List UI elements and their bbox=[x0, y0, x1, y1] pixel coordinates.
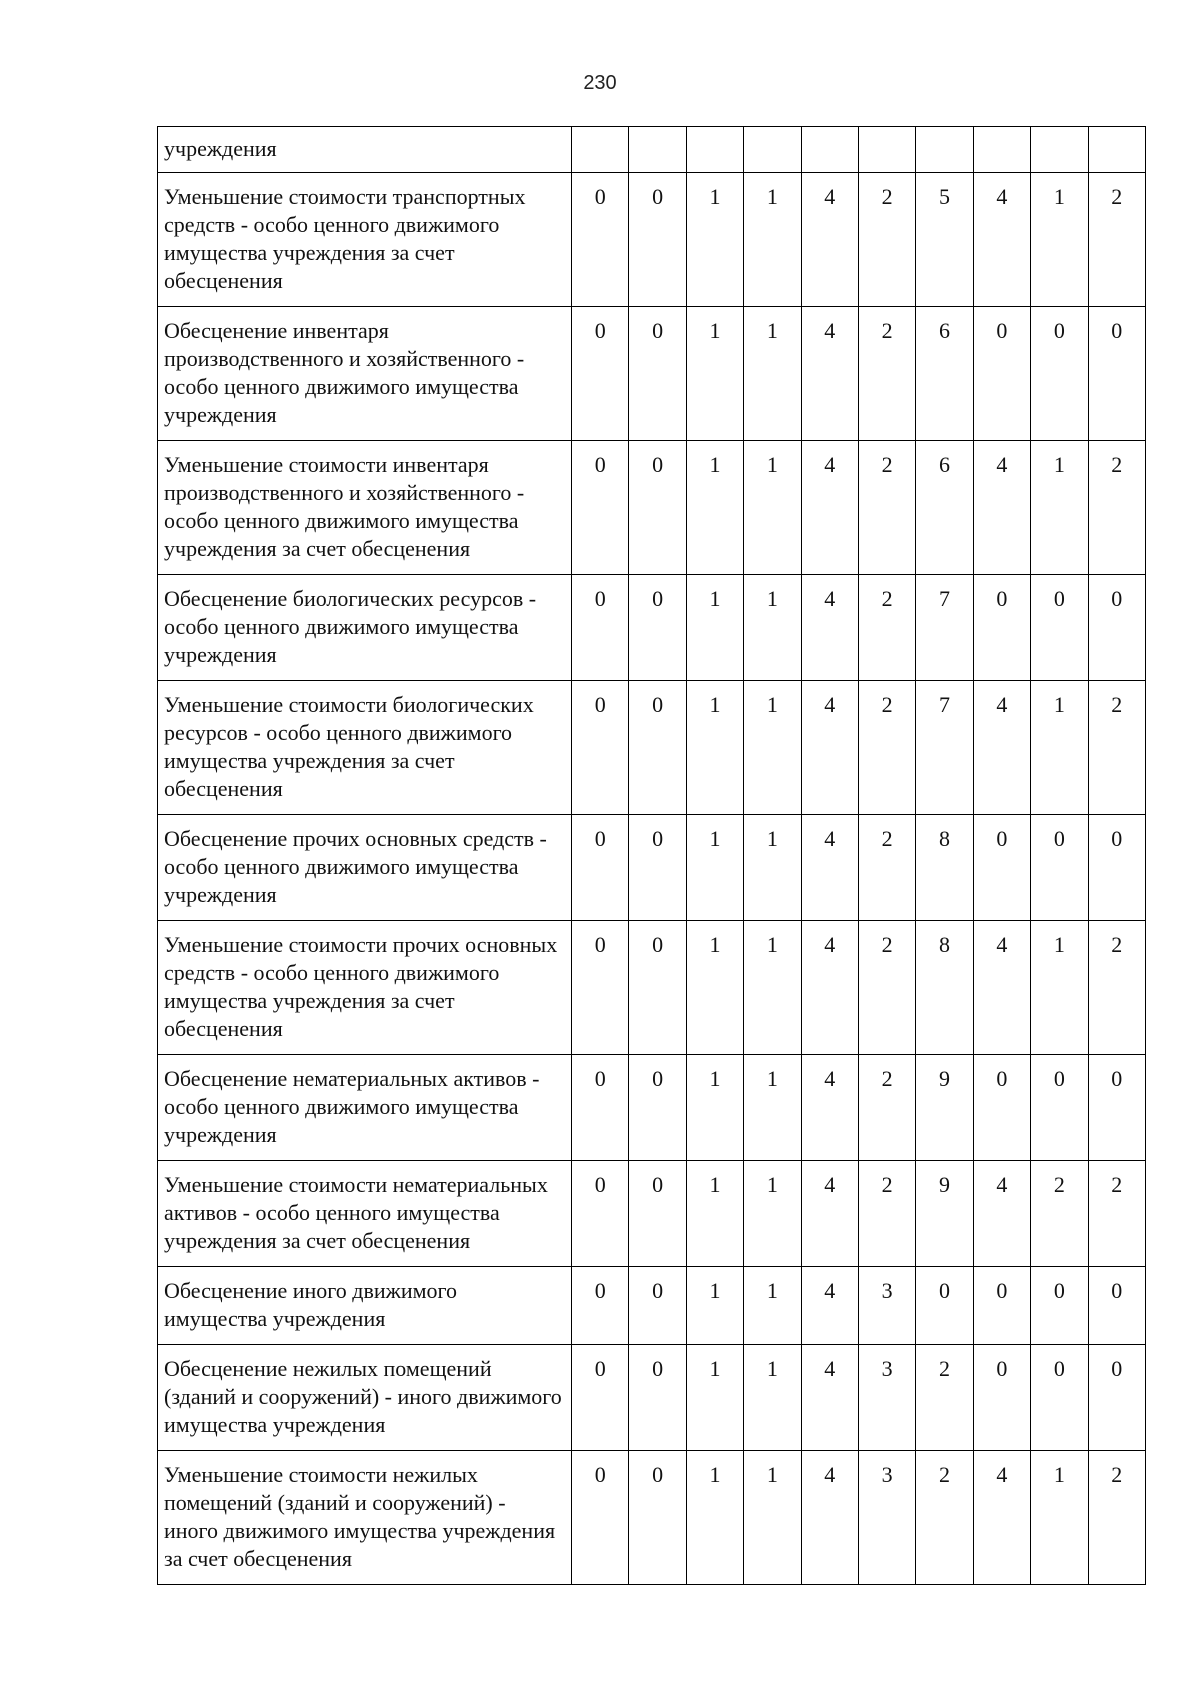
code-digit-cell: 2 bbox=[1088, 921, 1145, 1055]
code-digit-cell: 0 bbox=[572, 1055, 629, 1161]
code-digit-cell: 1 bbox=[744, 815, 801, 921]
code-digit-cell: 0 bbox=[1088, 1055, 1145, 1161]
code-digit-cell: 1 bbox=[686, 1055, 743, 1161]
code-digit-cell: 4 bbox=[801, 1161, 858, 1267]
code-digit-cell: 9 bbox=[916, 1055, 973, 1161]
code-digit-cell: 0 bbox=[629, 1055, 686, 1161]
code-digit-cell: 0 bbox=[1031, 815, 1088, 921]
code-digit-cell: 0 bbox=[973, 1267, 1030, 1345]
code-digit-cell: 4 bbox=[973, 921, 1030, 1055]
code-digit-cell: 0 bbox=[973, 1345, 1030, 1451]
code-digit-cell: 6 bbox=[916, 441, 973, 575]
code-digit-cell: 4 bbox=[801, 441, 858, 575]
code-digit-cell: 7 bbox=[916, 681, 973, 815]
table-body bbox=[158, 127, 1146, 1585]
code-digit-cell: 1 bbox=[686, 1345, 743, 1451]
row-label: Уменьшение стоимости биологических ресурсов - особо ценного движимого имущества учреждения за счет обесценения bbox=[158, 681, 572, 815]
code-digit-cell: 2 bbox=[1088, 441, 1145, 575]
code-digit-cell: 0 bbox=[1031, 1267, 1088, 1345]
page-number: 230 bbox=[583, 72, 617, 94]
code-digit-cell: 4 bbox=[801, 1055, 858, 1161]
code-digit-cell: 0 bbox=[629, 681, 686, 815]
code-digit-cell: 2 bbox=[858, 441, 915, 575]
code-digit-cell: 4 bbox=[973, 173, 1030, 307]
code-digit-cell: 0 bbox=[973, 1055, 1030, 1161]
code-digit-cell: 1 bbox=[744, 921, 801, 1055]
code-digit-cell: 2 bbox=[1088, 1451, 1145, 1585]
table-row bbox=[158, 1055, 1146, 1161]
code-digit-cell bbox=[686, 127, 743, 173]
table-row bbox=[158, 681, 1146, 815]
code-digit-cell: 4 bbox=[801, 1451, 858, 1585]
code-digit-cell bbox=[1031, 127, 1088, 173]
code-digit-cell: 0 bbox=[629, 921, 686, 1055]
code-digit-cell: 2 bbox=[858, 1161, 915, 1267]
code-digit-cell: 1 bbox=[1031, 173, 1088, 307]
code-digit-cell: 0 bbox=[973, 575, 1030, 681]
row-label: Уменьшение стоимости нежилых помещений (зданий и сооружений) - иного движимого имущества учреждения за счет обесценения bbox=[158, 1451, 572, 1585]
code-digit-cell: 1 bbox=[686, 307, 743, 441]
table-row bbox=[158, 921, 1146, 1055]
row-label: Обесценение иного движимого имущества учреждения bbox=[158, 1267, 572, 1345]
code-digit-cell: 9 bbox=[916, 1161, 973, 1267]
code-digit-cell: 0 bbox=[1031, 1345, 1088, 1451]
row-label: Обесценение инвентаря производственного и хозяйственного - особо ценного движимого имущества учреждения bbox=[158, 307, 572, 441]
code-digit-cell: 0 bbox=[572, 1451, 629, 1585]
row-label: Уменьшение стоимости инвентаря производственного и хозяйственного - особо ценного движимого имущества учреждения за счет обесценения bbox=[158, 441, 572, 575]
code-digit-cell: 2 bbox=[858, 681, 915, 815]
code-digit-cell: 0 bbox=[629, 1267, 686, 1345]
code-digit-cell: 4 bbox=[801, 1267, 858, 1345]
code-digit-cell: 1 bbox=[744, 575, 801, 681]
code-digit-cell: 2 bbox=[1088, 681, 1145, 815]
row-label: Уменьшение стоимости прочих основных средств - особо ценного движимого имущества учреждения за счет обесценения bbox=[158, 921, 572, 1055]
table-row bbox=[158, 1267, 1146, 1345]
code-digit-cell: 0 bbox=[629, 173, 686, 307]
code-digit-cell: 1 bbox=[686, 681, 743, 815]
code-digit-cell: 2 bbox=[858, 307, 915, 441]
code-digit-cell: 2 bbox=[858, 575, 915, 681]
code-digit-cell: 0 bbox=[1031, 307, 1088, 441]
code-digit-cell: 6 bbox=[916, 307, 973, 441]
code-digit-cell: 0 bbox=[629, 441, 686, 575]
code-digit-cell: 5 bbox=[916, 173, 973, 307]
code-digit-cell bbox=[629, 127, 686, 173]
row-label: Уменьшение стоимости транспортных средств - особо ценного движимого имущества учреждения за счет обесценения bbox=[158, 173, 572, 307]
code-digit-cell: 0 bbox=[916, 1267, 973, 1345]
row-label: Обесценение биологических ресурсов - особо ценного движимого имущества учреждения bbox=[158, 575, 572, 681]
code-digit-cell bbox=[916, 127, 973, 173]
code-digit-cell: 0 bbox=[572, 1345, 629, 1451]
code-digit-cell: 3 bbox=[858, 1345, 915, 1451]
code-digit-cell: 0 bbox=[572, 815, 629, 921]
table-row bbox=[158, 815, 1146, 921]
code-digit-cell: 0 bbox=[1088, 575, 1145, 681]
code-digit-cell: 8 bbox=[916, 921, 973, 1055]
code-digit-cell: 1 bbox=[686, 441, 743, 575]
row-label: учреждения bbox=[158, 127, 572, 173]
code-digit-cell: 2 bbox=[1088, 173, 1145, 307]
code-digit-cell: 4 bbox=[801, 921, 858, 1055]
code-digit-cell: 4 bbox=[801, 1345, 858, 1451]
code-digit-cell: 0 bbox=[572, 441, 629, 575]
code-digit-cell: 0 bbox=[973, 307, 1030, 441]
row-label: Обесценение нежилых помещений (зданий и сооружений) - иного движимого имущества учреждения bbox=[158, 1345, 572, 1451]
code-digit-cell: 0 bbox=[1031, 1055, 1088, 1161]
code-digit-cell: 0 bbox=[572, 1161, 629, 1267]
code-digit-cell: 0 bbox=[572, 921, 629, 1055]
code-digit-cell bbox=[572, 127, 629, 173]
row-label: Обесценение нематериальных активов - особо ценного движимого имущества учреждения bbox=[158, 1055, 572, 1161]
table-row bbox=[158, 127, 1146, 173]
code-digit-cell: 1 bbox=[744, 441, 801, 575]
code-digit-cell: 1 bbox=[744, 307, 801, 441]
code-digit-cell: 1 bbox=[686, 173, 743, 307]
code-digit-cell: 1 bbox=[744, 1161, 801, 1267]
accounts-table-container bbox=[157, 126, 1146, 1585]
code-digit-cell bbox=[744, 127, 801, 173]
code-digit-cell: 4 bbox=[801, 575, 858, 681]
code-digit-cell: 0 bbox=[629, 1161, 686, 1267]
code-digit-cell: 0 bbox=[629, 815, 686, 921]
code-digit-cell: 7 bbox=[916, 575, 973, 681]
code-digit-cell bbox=[858, 127, 915, 173]
code-digit-cell: 4 bbox=[801, 681, 858, 815]
row-label: Обесценение прочих основных средств - особо ценного движимого имущества учреждения bbox=[158, 815, 572, 921]
code-digit-cell: 0 bbox=[572, 173, 629, 307]
code-digit-cell: 0 bbox=[1088, 1267, 1145, 1345]
row-label: Уменьшение стоимости нематериальных активов - особо ценного имущества учреждения за счет обесценения bbox=[158, 1161, 572, 1267]
code-digit-cell: 1 bbox=[1031, 681, 1088, 815]
code-digit-cell: 2 bbox=[1031, 1161, 1088, 1267]
table-row bbox=[158, 307, 1146, 441]
code-digit-cell: 0 bbox=[1088, 815, 1145, 921]
code-digit-cell: 1 bbox=[686, 1267, 743, 1345]
code-digit-cell: 1 bbox=[1031, 1451, 1088, 1585]
accounts-table bbox=[157, 126, 1146, 1585]
code-digit-cell: 1 bbox=[686, 815, 743, 921]
code-digit-cell: 1 bbox=[686, 921, 743, 1055]
table-row bbox=[158, 1345, 1146, 1451]
code-digit-cell: 0 bbox=[572, 307, 629, 441]
code-digit-cell: 1 bbox=[686, 575, 743, 681]
code-digit-cell: 1 bbox=[744, 1451, 801, 1585]
code-digit-cell: 1 bbox=[744, 1345, 801, 1451]
code-digit-cell: 0 bbox=[629, 575, 686, 681]
code-digit-cell: 4 bbox=[801, 307, 858, 441]
code-digit-cell: 1 bbox=[744, 173, 801, 307]
code-digit-cell: 1 bbox=[744, 1267, 801, 1345]
code-digit-cell: 4 bbox=[973, 441, 1030, 575]
code-digit-cell: 0 bbox=[1031, 575, 1088, 681]
code-digit-cell: 0 bbox=[572, 681, 629, 815]
code-digit-cell: 0 bbox=[572, 575, 629, 681]
code-digit-cell: 0 bbox=[629, 307, 686, 441]
code-digit-cell: 0 bbox=[629, 1345, 686, 1451]
code-digit-cell: 2 bbox=[916, 1345, 973, 1451]
code-digit-cell: 2 bbox=[916, 1451, 973, 1585]
code-digit-cell: 2 bbox=[858, 815, 915, 921]
code-digit-cell: 0 bbox=[973, 815, 1030, 921]
code-digit-cell: 0 bbox=[1088, 307, 1145, 441]
code-digit-cell: 4 bbox=[973, 681, 1030, 815]
code-digit-cell: 0 bbox=[1088, 1345, 1145, 1451]
code-digit-cell: 4 bbox=[973, 1451, 1030, 1585]
code-digit-cell: 1 bbox=[1031, 441, 1088, 575]
code-digit-cell: 1 bbox=[686, 1451, 743, 1585]
table-row bbox=[158, 441, 1146, 575]
code-digit-cell: 4 bbox=[973, 1161, 1030, 1267]
code-digit-cell: 3 bbox=[858, 1267, 915, 1345]
code-digit-cell: 3 bbox=[858, 1451, 915, 1585]
code-digit-cell: 1 bbox=[1031, 921, 1088, 1055]
code-digit-cell: 1 bbox=[744, 681, 801, 815]
code-digit-cell: 4 bbox=[801, 815, 858, 921]
table-row bbox=[158, 1161, 1146, 1267]
code-digit-cell: 4 bbox=[801, 173, 858, 307]
code-digit-cell: 1 bbox=[686, 1161, 743, 1267]
table-row bbox=[158, 1451, 1146, 1585]
code-digit-cell: 2 bbox=[858, 921, 915, 1055]
code-digit-cell bbox=[1088, 127, 1145, 173]
code-digit-cell: 2 bbox=[858, 173, 915, 307]
table-row bbox=[158, 173, 1146, 307]
code-digit-cell: 0 bbox=[629, 1451, 686, 1585]
code-digit-cell: 8 bbox=[916, 815, 973, 921]
table-row bbox=[158, 575, 1146, 681]
code-digit-cell: 1 bbox=[744, 1055, 801, 1161]
code-digit-cell: 0 bbox=[572, 1267, 629, 1345]
code-digit-cell: 2 bbox=[858, 1055, 915, 1161]
code-digit-cell bbox=[801, 127, 858, 173]
code-digit-cell bbox=[973, 127, 1030, 173]
code-digit-cell: 2 bbox=[1088, 1161, 1145, 1267]
